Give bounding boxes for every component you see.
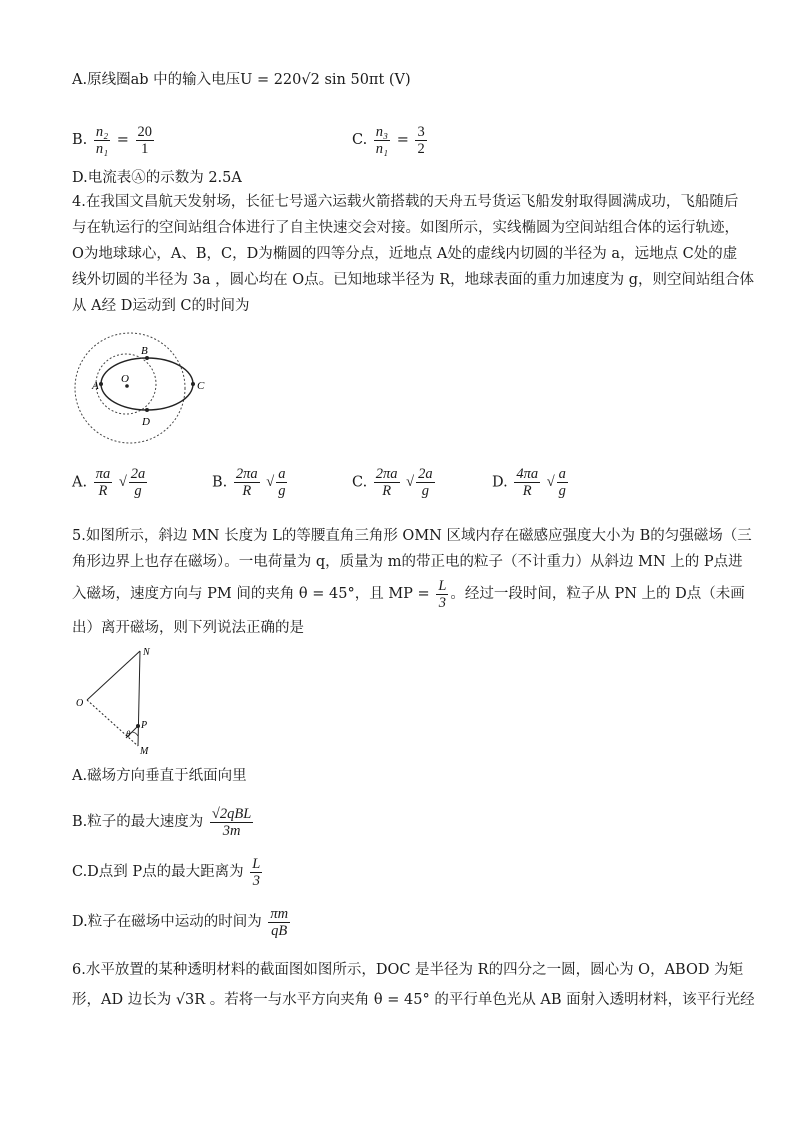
q4-text-line-1: 4.在我国文昌航天发射场，长征七号遥六运载火箭搭载的天舟五号货运飞船发射取得圆满成功，飞船随后 (72, 194, 739, 210)
fraction-3-2: $\frac{3}{2}$ (417, 123, 425, 157)
equals-sign: = (116, 132, 129, 148)
fraction-n3-n1: $\frac{\text{n₃}}{\text{n₁}}$ (375, 123, 389, 157)
q5-text-line-1: 5.如图所示，斜边 MN 长度为 L的等腰直角三角形 OMN 区域内存在磁感应强度大小为 B的匀强磁场（三 (72, 528, 752, 544)
option-b-label: B. (72, 132, 88, 148)
q6-text-line-1: 6.水平放置的某种透明材料的截面图如图所示，DOC 是半径为 R的四分之一圆，圆心为 O，ABOD 为矩 (72, 962, 744, 978)
q4-option-a: A. $\frac{\pi a}{R}$ √ $\frac{2a}{g}$ (72, 466, 146, 499)
orbit-diagram (70, 330, 205, 450)
side-nm (138, 651, 140, 746)
label-m: M (140, 746, 149, 757)
q5-option-a: A.磁场方向垂直于纸面向里 (72, 768, 247, 784)
label-theta: θ (126, 729, 131, 739)
label-a: A (92, 380, 99, 392)
q4-text-line-2: 与在轨运行的空间站组合体进行了自主快速交会对接。如图所示，实线椭圆为空间站组合体的运行轨迹， (72, 220, 739, 236)
angle-arc (132, 732, 138, 736)
fraction-20-1: $\frac{20}{1}$ (137, 123, 153, 157)
point-c (191, 382, 195, 386)
label-n: N (143, 647, 150, 658)
q3-option-c (352, 120, 429, 160)
q5-text-line-3: 入磁场，速度方向与 PM 间的夹角 θ = 45°，且 MP = $\frac{L}{3}$ 。经过一段时间，粒子从 PN 上的 D点（未画 (72, 577, 745, 611)
q5-option-c: C.D点到 P点的最大距离为 $\frac{L}{3}$ (72, 855, 261, 889)
q4-option-b: B. $\frac{2\pi a}{R}$ √ $\frac{a}{g}$ (212, 466, 286, 499)
label-b: B (141, 345, 148, 357)
q4-option-d: D. $\frac{4\pi a}{R}$ √ $\frac{a}{g}$ (492, 466, 566, 499)
side-om (87, 700, 138, 746)
label-c: C (197, 380, 205, 392)
point-d (145, 408, 149, 412)
q6-text-line-2: 形，AD 边长为 √3R 。若将一与水平方向夹角 θ = 45° 的平行单色光从 AB 面射入透明材料，该平行光经 (72, 992, 755, 1008)
fraction-n2-n1: $\frac{\text{n₂}}{\text{n₁}}$ (95, 123, 109, 157)
orbit-ellipse (101, 358, 193, 410)
point-a (99, 382, 103, 386)
side-on (87, 651, 140, 700)
q3-option-b (72, 120, 156, 160)
label-o: O (121, 373, 129, 385)
q4-text-line-4: 线外切圆的半径为 3a ，圆心均在 O点。已知地球半径为 R，地球表面的重力加速度为 g，则空间站组合体 (72, 272, 754, 288)
label-p: P (141, 720, 148, 731)
q3-option-d: D.电流表Ⓐ的示数为 2.5A (72, 170, 242, 186)
q5-option-d: D.粒子在磁场中运动的时间为 $\frac{\pi m}{qB}$ (72, 905, 289, 939)
label-o: O (76, 698, 84, 709)
label-d: D (142, 416, 150, 428)
triangle-diagram (74, 644, 164, 760)
q5-text-line-4: 出）离开磁场，则下列说法正确的是 (72, 620, 304, 636)
option-c-label: C. (352, 132, 368, 148)
q3-option-a: A.原线圈ab 中的输入电压U = 220√2 sin 50πt (V) (72, 72, 411, 88)
q4-option-c: C. $\frac{2\pi a}{R}$ √ $\frac{2a}{g}$ (352, 466, 433, 499)
q5-option-b: B.粒子的最大速度为 $\frac{\text{√2qBL}}{3m}$ (72, 805, 252, 839)
equals-sign: = (396, 132, 409, 148)
q4-text-line-3: O为地球球心，A、B，C，D为椭圆的四等分点，近地点 A处的虚线内切圆的半径为 a，远地点 C处的虚 (72, 246, 738, 262)
q4-text-line-5: 从 A经 D运动到 C的时间为 (72, 298, 250, 314)
point-p (136, 724, 140, 728)
q5-text-line-2: 角形边界上也存在磁场）。一电荷量为 q，质量为 m的带正电的粒子（不计重力）从斜边 MN 上的 P点进 (72, 554, 743, 570)
